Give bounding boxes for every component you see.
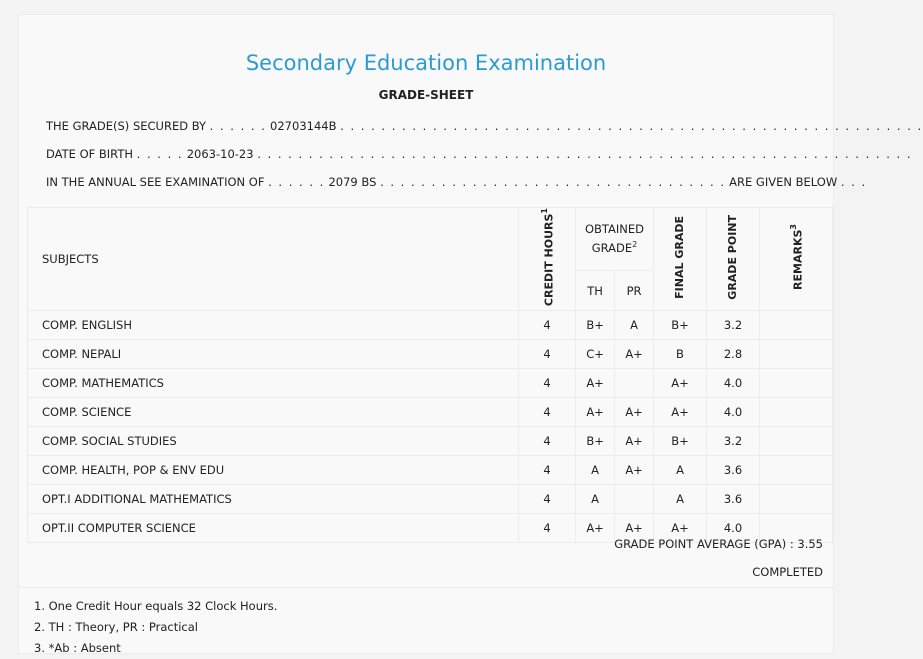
credit-cell: 4 [519,311,576,340]
dob-line [46,147,912,161]
col-credit-label: CREDIT HOURS [542,213,556,307]
table-row [28,456,833,485]
grade-point-cell: 4.0 [707,398,760,427]
dots: . . . . . . [209,119,267,133]
pr-grade-cell: A+ [615,340,654,369]
col-remarks-label: REMARKS [791,229,805,291]
gpa-label: GRADE POINT AVERAGE (GPA) : [614,537,794,551]
dots: . . . . . . [268,175,325,189]
final-grade-cell: A [654,485,707,514]
result-status: COMPLETED [752,565,823,579]
final-grade-cell: B+ [654,311,707,340]
footnote-2: 2. TH : Theory, PR : Practical [34,620,198,634]
pr-grade-cell: A+ [615,427,654,456]
grades-table [27,207,833,543]
final-grade-cell: B+ [654,427,707,456]
th-grade-cell: A+ [576,398,615,427]
remarks-cell [760,456,833,485]
table-row [28,340,833,369]
table-row [28,398,833,427]
col-final-grade [654,208,707,311]
pr-grade-cell [615,485,654,514]
footnote-ref-1: 1 [539,208,549,214]
sheet-subtitle: GRADE-SHEET [378,88,474,102]
grade-point-cell: 3.2 [707,311,760,340]
grade-sheet [18,14,923,655]
col-obtained-label: OBTAINED GRADE [584,222,645,255]
table-row [28,427,833,456]
gpa-value: 3.55 [797,537,823,551]
th-grade-cell: B+ [576,311,615,340]
subject-cell: COMP. ENGLISH [28,311,519,340]
final-grade-cell: A+ [654,369,707,398]
th-grade-cell: B+ [576,427,615,456]
dob-value: 2063-10-23 [186,147,254,161]
footnote-1: 1. One Credit Hour equals 32 Clock Hours. [34,599,278,613]
col-point-label: GRADE POINT [726,214,739,300]
exam-title: Secondary Education Examination [245,51,607,75]
credit-cell: 4 [519,369,576,398]
credit-cell: 4 [519,456,576,485]
final-grade-cell: A+ [654,514,707,543]
col-grade-point [707,208,760,311]
pr-grade-cell: A+ [615,456,654,485]
remarks-cell [760,311,833,340]
th-grade-cell: A+ [576,514,615,543]
exam-suffix: ARE GIVEN BELOW [729,175,838,189]
th-grade-cell: A [576,456,615,485]
dots: . . . . . . . . . . . . . . . . . . . . . . . . . . . . . . . . . . . . . . . . . . . . . . . . . . . . . . . . . . . . . . . . [257,147,912,161]
grade-point-cell: 2.8 [707,340,760,369]
credit-cell: 4 [519,398,576,427]
pr-grade-cell: A+ [615,514,654,543]
exam-label: IN THE ANNUAL SEE EXAMINATION OF [46,175,265,189]
final-grade-cell: A+ [654,398,707,427]
exam-line [46,175,867,189]
col-credit-hours [519,208,576,311]
grade-point-cell: 3.6 [707,485,760,514]
col-obtained-grade [576,208,654,271]
credit-cell: 4 [519,485,576,514]
col-subjects: SUBJECTS [28,208,519,311]
symbol-number: 02703144B [270,119,337,133]
subject-cell: COMP. NEPALI [28,340,519,369]
dots: . . . . . [136,147,184,161]
remarks-cell [760,340,833,369]
final-grade-cell: A [654,456,707,485]
grade-point-cell: 3.2 [707,427,760,456]
dots: . . . . . . . . . . . . . . . . . . . . . . . . . . . . . . . . . . [380,175,726,189]
col-th: TH [576,270,615,310]
credit-cell: 4 [519,340,576,369]
grade-point-cell: 3.6 [707,456,760,485]
credit-cell: 4 [519,427,576,456]
grade-rows [28,311,833,543]
remarks-cell [760,427,833,456]
pr-grade-cell: A+ [615,398,654,427]
secured-by-label: THE GRADE(S) SECURED BY [46,119,207,133]
remarks-cell [760,485,833,514]
grade-point-cell: 4.0 [707,514,760,543]
final-grade-cell: B [654,340,707,369]
remarks-cell [760,398,833,427]
th-grade-cell: A [576,485,615,514]
pr-grade-cell: A [615,311,654,340]
dob-label: DATE OF BIRTH [46,147,134,161]
credit-cell: 4 [519,514,576,543]
footnotes [19,587,833,659]
gpa-summary [614,537,823,551]
table-row [28,311,833,340]
subject-cell: COMP. SCIENCE [28,398,519,427]
dots: . . . [840,175,867,189]
footnote-ref-3: 3 [788,224,798,230]
col-remarks [760,208,833,311]
subject-cell: OPT.II COMPUTER SCIENCE [28,514,519,543]
subject-cell: OPT.I ADDITIONAL MATHEMATICS [28,485,519,514]
col-final-label: FINAL GRADE [673,215,686,299]
subject-cell: COMP. SOCIAL STUDIES [28,427,519,456]
col-pr: PR [615,270,654,310]
grade-point-cell: 4.0 [707,369,760,398]
secured-by-line [46,119,923,133]
exam-year: 2079 BS [328,175,377,189]
footnote-ref-2: 2 [632,240,638,250]
th-grade-cell: A+ [576,369,615,398]
remarks-cell [760,369,833,398]
dots: . . . . . . . . . . . . . . . . . . . . . . . . . . . . . . . . . . . . . . . . . . . . . . . . . . . . . . . . . [340,119,923,133]
subject-cell: COMP. HEALTH, POP & ENV EDU [28,456,519,485]
table-row [28,485,833,514]
pr-grade-cell [615,369,654,398]
th-grade-cell: C+ [576,340,615,369]
footnote-3: 3. *Ab : Absent [34,641,121,655]
table-row [28,369,833,398]
subject-cell: COMP. MATHEMATICS [28,369,519,398]
